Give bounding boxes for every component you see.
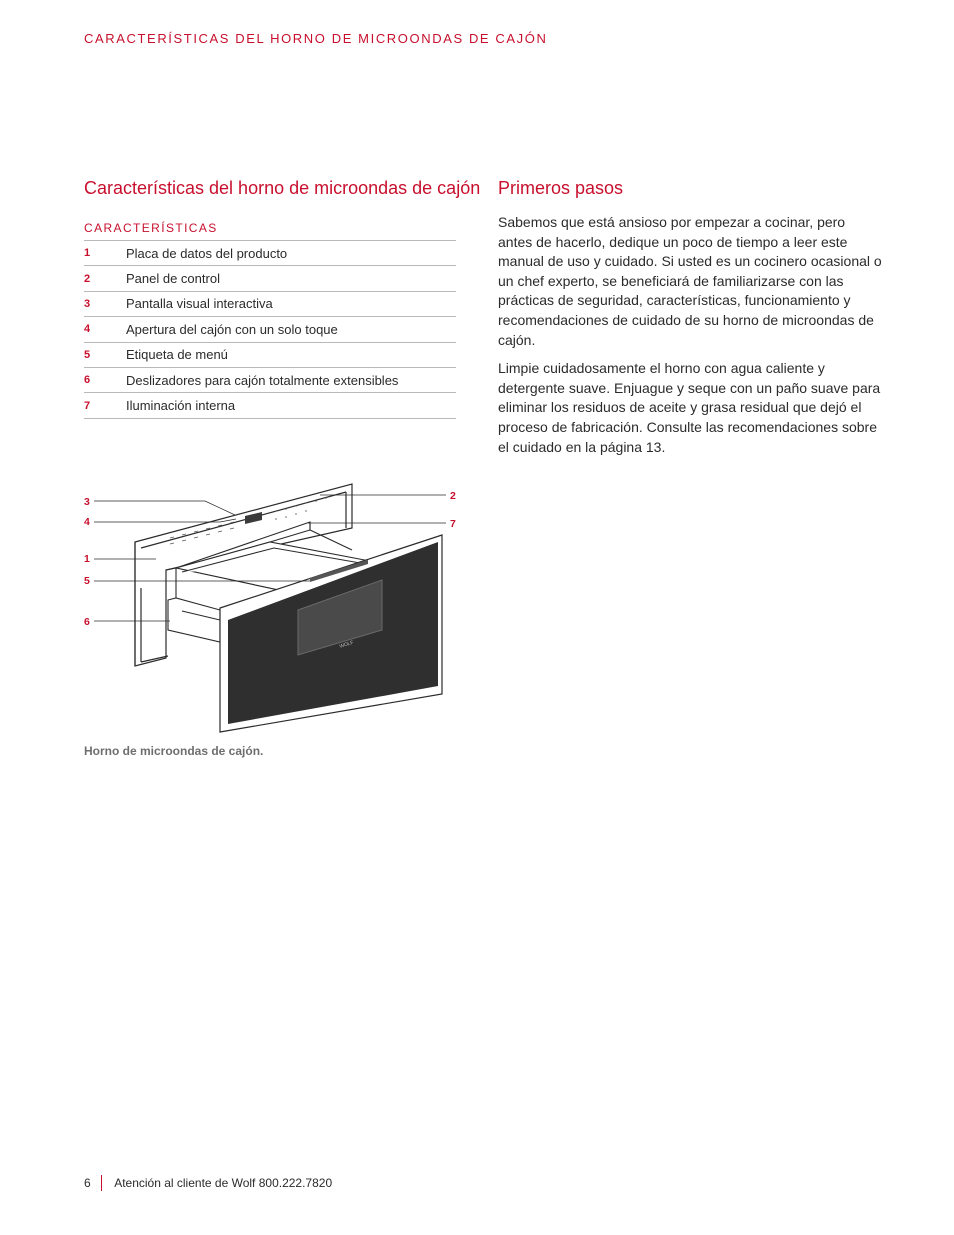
feature-label: Apertura del cajón con un solo toque [126,321,338,337]
callout-6: 6 [84,616,90,628]
feature-number: 3 [84,297,91,310]
microwave-drawer-illustration [70,470,470,740]
running-header: CARACTERÍSTICAS DEL HORNO DE MICROONDAS DE CAJÓN [84,31,548,46]
callout-1: 1 [84,553,90,565]
feature-label: Deslizadores para cajón totalmente extensibles [126,372,399,388]
feature-label: Iluminación interna [126,398,236,414]
section-title-features: Características del horno de microondas de cajón [84,178,481,198]
figure-caption: Horno de microondas de cajón. [84,744,264,758]
feature-item [84,266,456,291]
features-list [84,240,456,419]
feature-item [84,393,456,418]
feature-item [84,292,456,317]
footer-divider [101,1175,103,1191]
feature-item [84,368,456,393]
footer-text: Atención al cliente de Wolf 800.222.7820 [114,1176,333,1190]
intro-paragraph: Sabemos que está ansioso por empezar a cocinar, pero antes de hacerlo, dedique un poco de tiempo a leer este manual de uso y cuidado. Si usted es un cocinero ocasional o un chef experto, se beneficiará de familiarizarse con las prácticas de seguridad, características, funcionamiento y recomendaciones de cuidado de su horno de microondas de cajón. [498,214,882,348]
callout-2: 2 [450,490,456,502]
feature-number: 6 [84,374,91,387]
intro-paragraph: Limpie cuidadosamente el horno con agua caliente y detergente suave. Enjuague y seque con un paño suave para eliminar los residuos de aceite y grasa residual que dejó el proceso de fabricación. Consulte las recomendaciones sobre el cuidado en la página 13. [498,360,881,455]
section-title-getting-started: Primeros pasos [498,178,624,198]
getting-started-text [498,213,883,466]
feature-item [84,343,456,368]
callout-3: 3 [84,496,90,508]
callout-4: 4 [84,516,90,528]
feature-item [84,317,456,342]
feature-number: 1 [84,247,91,260]
feature-item [84,241,456,266]
brand-mark: WOLF [338,639,355,650]
feature-label: Etiqueta de menú [126,347,228,363]
feature-number: 5 [84,348,91,361]
feature-label: Pantalla visual interactiva [126,296,273,312]
page-number: 6 [84,1176,91,1190]
feature-number: 7 [84,399,91,412]
feature-number: 4 [84,323,91,336]
page-footer [84,1175,332,1191]
display-screen [245,512,262,524]
feature-number: 2 [84,272,91,285]
callout-5: 5 [84,575,90,587]
features-label: CARACTERÍSTICAS [84,221,218,235]
callout-7: 7 [450,518,456,530]
feature-label: Placa de datos del producto [126,245,288,261]
feature-label: Panel de control [126,271,220,287]
